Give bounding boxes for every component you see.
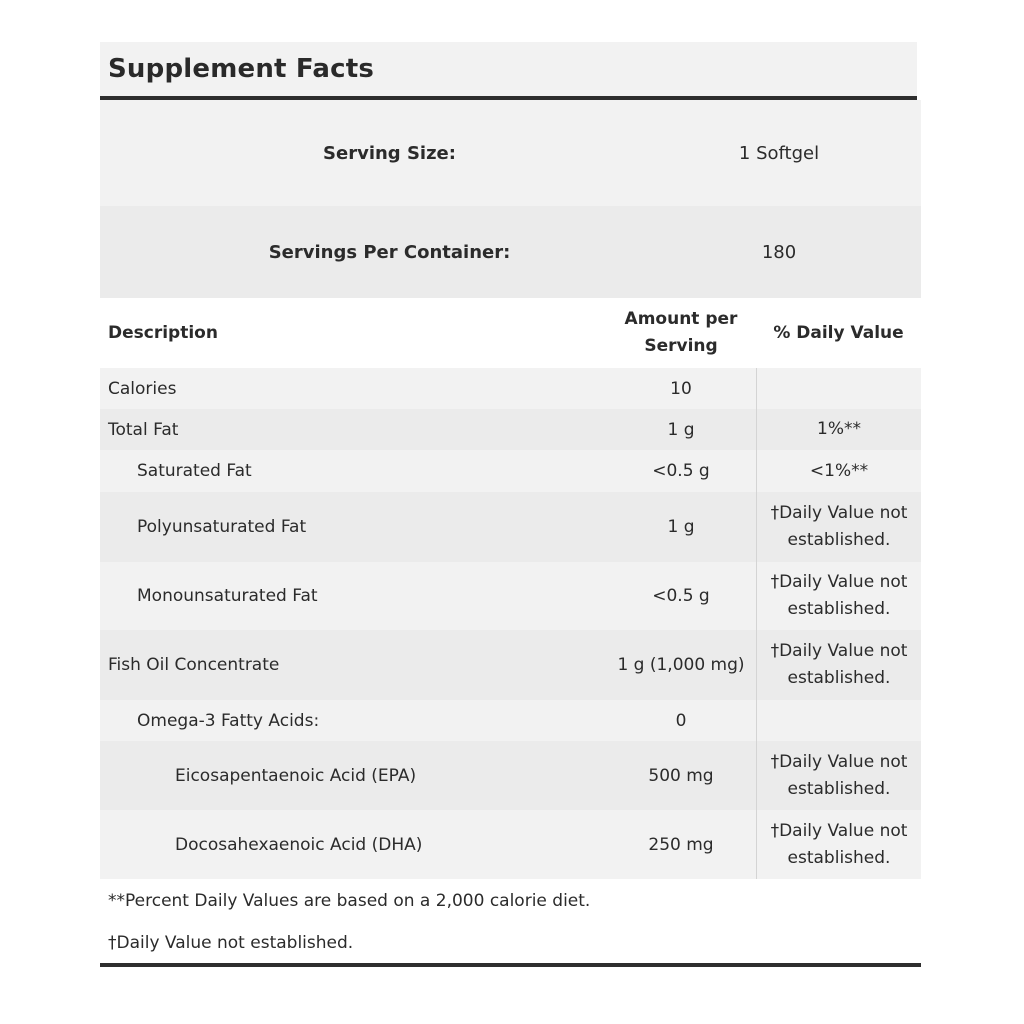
table-row: [100, 741, 921, 810]
footnote-dagger: †Daily Value not established.: [108, 933, 354, 953]
nutrient-amount: 250 mg: [648, 834, 714, 855]
dv-line1: †Daily Value not: [770, 820, 908, 841]
nutrient-daily-value: 1%**: [756, 409, 921, 450]
servings-per-container-value: 180: [761, 241, 797, 263]
table-row: [100, 492, 921, 562]
nutrient-daily-value: [756, 810, 921, 879]
serving-size-value: 1 Softgel: [738, 142, 820, 164]
dv-line2: established.: [787, 599, 891, 619]
nutrient-amount: <0.5 g: [652, 461, 710, 481]
dv-line1: †Daily Value not: [770, 751, 908, 772]
table-row: [100, 700, 921, 741]
dv-line1: †Daily Value not: [770, 572, 908, 592]
header-daily-value: % Daily Value: [773, 323, 904, 343]
nutrient-daily-value: [756, 630, 921, 700]
footnote-percent: **Percent Daily Values are based on a 2,000 calorie diet.: [108, 891, 591, 911]
nutrient-daily-value: [756, 741, 921, 810]
dv-line1: †Daily Value not: [770, 641, 908, 661]
serving-size-label: Serving Size:: [323, 142, 456, 164]
table-header: [100, 298, 921, 368]
dv-line2: established.: [787, 778, 891, 799]
nutrient-name: Saturated Fat: [137, 461, 252, 481]
supplement-facts-panel: [100, 42, 921, 967]
nutrient-amount: 1 g: [667, 419, 695, 440]
nutrient-name: Total Fat: [108, 419, 179, 440]
nutrient-daily-value: [756, 700, 921, 741]
header-amount-line1: Amount per: [624, 309, 738, 329]
table-row: [100, 562, 921, 630]
nutrient-amount: 10: [670, 378, 692, 399]
dv-line2: established.: [787, 847, 891, 868]
nutrient-daily-value: [756, 492, 921, 562]
table-row: [100, 409, 921, 450]
nutrient-name: Omega-3 Fatty Acids:: [137, 710, 320, 731]
table-row: [100, 810, 921, 879]
nutrient-amount: <0.5 g: [652, 586, 710, 606]
nutrient-amount: 0: [675, 710, 687, 731]
nutrient-daily-value: [756, 562, 921, 630]
servings-per-container-row: [100, 206, 921, 298]
nutrient-daily-value: <1%**: [756, 450, 921, 492]
serving-size-row: [100, 100, 921, 206]
dv-line2: established.: [787, 530, 891, 550]
dv-line2: established.: [787, 668, 891, 688]
nutrient-name: Docosahexaenoic Acid (DHA): [175, 834, 423, 855]
nutrient-name: Calories: [108, 378, 177, 399]
dv-line1: †Daily Value not: [770, 503, 908, 523]
table-row: [100, 368, 921, 409]
header-amount: [606, 306, 756, 360]
header-amount-line2: Serving: [644, 336, 718, 356]
page-title: Supplement Facts: [108, 54, 375, 84]
header-description: Description: [108, 323, 218, 343]
nutrient-amount: 500 mg: [648, 765, 714, 786]
nutrient-name: Monounsaturated Fat: [137, 586, 318, 606]
table-row: [100, 450, 921, 492]
bottom-divider: [100, 963, 921, 967]
nutrient-daily-value: [756, 368, 921, 409]
nutrient-amount: 1 g: [667, 517, 695, 537]
nutrient-name: Fish Oil Concentrate: [108, 655, 280, 675]
servings-per-container-label: Servings Per Container:: [268, 241, 511, 263]
nutrient-amount: 1 g (1,000 mg): [617, 655, 745, 675]
table-row: [100, 630, 921, 700]
title-bar: [100, 42, 917, 100]
nutrient-name: Polyunsaturated Fat: [137, 517, 307, 537]
nutrient-name: Eicosapentaenoic Acid (EPA): [175, 765, 417, 786]
